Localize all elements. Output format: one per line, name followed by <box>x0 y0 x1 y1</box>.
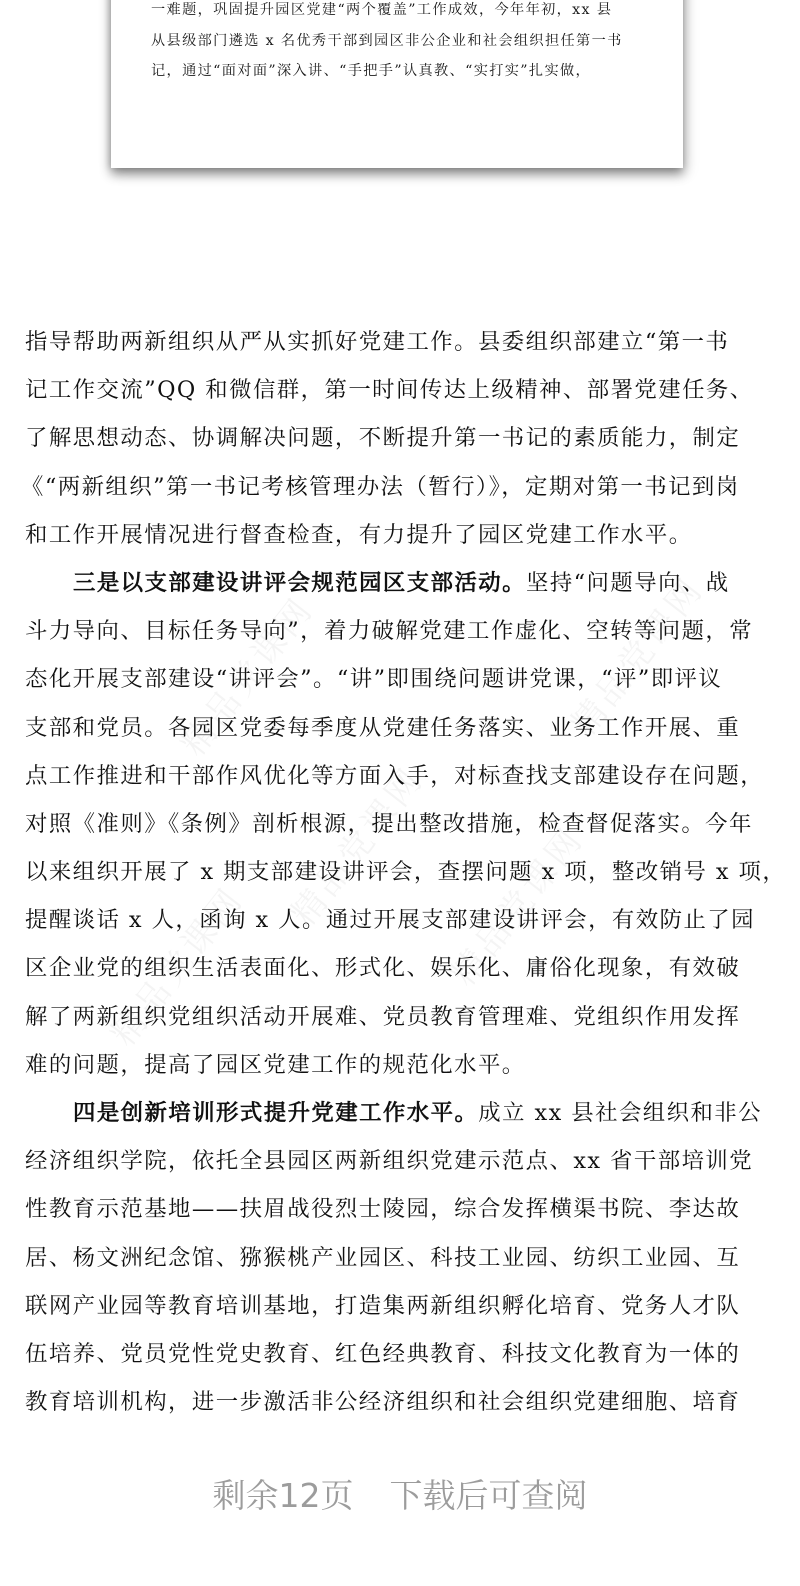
text-span: 成立 xx 县社会组织和非公 <box>478 1100 762 1126</box>
text-line <box>25 566 770 614</box>
text-line: 记工作交流”QQ 和微信群，第一时间传达上级精神、部署党建任务、 <box>25 377 754 404</box>
paragraph-training <box>25 1096 770 1433</box>
text-span: 坚持“问题导向、战 <box>525 569 730 596</box>
text-line: 伍培养、党员党性党史教育、红色经典教育、科技文化教育为一体的 <box>25 1340 741 1367</box>
text-line: 教育培训机构，进一步激活非公经济组织和社会组织党建细胞、培育 <box>25 1389 741 1416</box>
remaining-pages-label: 剩余12页 <box>212 1476 354 1515</box>
document-body <box>21 325 787 1433</box>
text-line: 经济组织学院，依托全县园区两新组织党建示范点、xx 省干部培训党 <box>25 1148 754 1175</box>
text-line: 居、杨文洲纪念馆、猕猴桃产业园区、科技工业园、纺织工业园、互 <box>25 1244 741 1271</box>
text-line: 斗力导向、目标任务导向”，着力破解党建工作虚化、空转等问题，常 <box>25 618 754 645</box>
text-line: 性教育示范基地——扶眉战役烈士陵园，综合发挥横渠书院、李达故 <box>25 1196 741 1223</box>
text-line: 解了两新组织党组织活动开展难、党员教育管理难、党组织作用发挥 <box>25 1003 741 1030</box>
text-line: 以来组织开展了 x 期支部建设讲评会，查摆问题 x 项，整改销号 x 项， <box>25 859 787 886</box>
paragraph-branch-review <box>25 566 787 1096</box>
text-line: 和工作开展情况进行督查检查，有力提升了园区党建工作水平。 <box>25 521 693 548</box>
text-line: 《“两新组织”第一书记考核管理办法（暂行）》，定期对第一书记到岗 <box>21 473 740 500</box>
download-prompt[interactable] <box>0 1470 800 1517</box>
section-heading: 四是创新培训形式提升党建工作水平。 <box>73 1100 479 1126</box>
previous-page-preview-card <box>111 0 683 168</box>
download-to-view-label[interactable]: 下载后可查阅 <box>389 1476 588 1515</box>
text-line: 点工作推进和干部作风优化等方面入手，对标查找支部建设存在问题， <box>25 762 765 789</box>
section-heading: 三是以支部建设讲评会规范园区支部活动。 <box>73 569 526 596</box>
text-line: 支部和党员。各园区党委每季度从党建任务落实、业务工作开展、重 <box>25 714 741 741</box>
text-line: 了解思想动态、协调解决问题，不断提升第一书记的素质能力，制定 <box>25 425 741 452</box>
preview-card-text <box>151 0 647 92</box>
text-line: 提醒谈话 x 人，函询 x 人。通过开展支部建设讲评会，有效防止了园 <box>25 907 755 934</box>
text-line: 指导帮助两新组织从严从实抓好党建工作。县委组织部建立“第一书 <box>25 329 730 355</box>
text-line: 对照《准则》《条例》剖析根源，提出整改措施，检查督促落实。今年 <box>25 810 753 837</box>
text-line: 联网产业园等教育培训基地，打造集两新组织孵化培育、党务人才队 <box>25 1292 741 1319</box>
paragraph-first-secretary <box>21 325 770 566</box>
preview-line: 从县级部门遴选 x 名优秀干部到园区非公企业和社会组织担任第一书 <box>151 32 623 49</box>
text-line: 难的问题，提高了园区党建工作的规范化水平。 <box>25 1051 526 1078</box>
text-line: 态化开展支部建设“讲评会”。“讲”即围绕问题讲党课，“评”即评议 <box>25 666 723 693</box>
text-line <box>25 1096 770 1144</box>
preview-line: 记，通过“面对面”深入讲、“手把手”认真教、“实打实”扎实做， <box>151 63 592 79</box>
preview-line: 一难题，巩固提升园区党建“两个覆盖”工作成效，今年年初，xx 县 <box>151 2 613 18</box>
text-line: 区企业党的组织生活表面化、形式化、娱乐化、庸俗化现象，有效破 <box>25 955 741 982</box>
